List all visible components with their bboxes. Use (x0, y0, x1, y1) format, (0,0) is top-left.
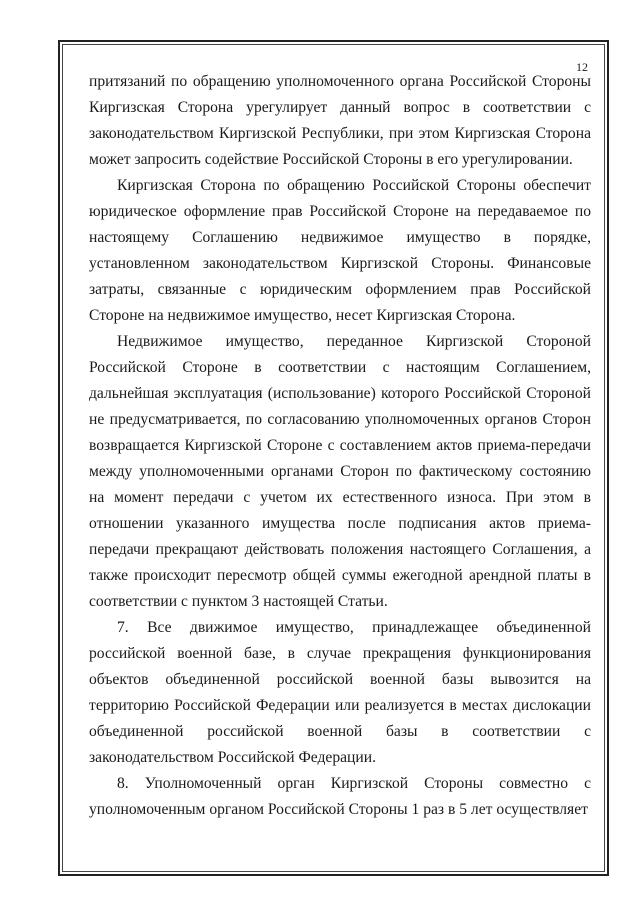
paragraph-item-7: 7. Все движимое имущество, принадлежащее объединенной российской военной базе, в случае прекращения функционирования объектов объединенной российской военной базы вывозится на территорию Российской Федерации или реализуется в местах дислокации объединенной российской военной базы в соответствии с законодательством Российской Федерации. (89, 619, 591, 766)
paragraph-item-8: 8. Уполномоченный орган Киргизской Стороны совместно с уполномоченным органом Российской Стороны 1 раз в 5 лет осуществляет (89, 775, 591, 818)
paragraph-property-return: Недвижимое имущество, переданное Киргизской Стороной Российской Стороне в соответствии с настоящим Соглашением, дальнейшая эксплуатация (использование) которого Российской Стороной не предусматривается, по согласованию уполномоченных органов Сторон возвращается Киргизской Стороне с составлением актов приема-передачи между уполномоченными органами Сторон по фактическому состоянию на момент передачи с учетом их естественного износа. При этом в отношении указанного имущества после подписания актов приема-передачи прекращают действовать положения настоящего Соглашения, а также происходит пересмотр общей суммы ежегодной арендной платы в соответствии с пунктом 3 настоящей Статьи. (89, 333, 591, 610)
paragraph-legal-registration: Киргизская Сторона по обращению Российской Стороны обеспечит юридическое оформление прав Российской Стороне на передаваемое по настоящему Соглашению недвижимое имущество в порядке, установленном законодательством Киргизской Стороны. Финансовые затраты, связанные с юридическим оформлением прав Российской Стороне на недвижимое имущество, несет Киргизская Сторона. (89, 177, 591, 324)
paragraph-continuation: притязаний по обращению уполномоченного органа Российской Стороны Киргизская Сторона урегулирует данный вопрос в соответствии с законодательством Киргизской Республики, при этом Киргизская Сторона может запросить содействие Российской Стороны в его урегулировании. (89, 73, 591, 168)
page-number: 12 (576, 60, 588, 74)
document-body (89, 69, 591, 823)
